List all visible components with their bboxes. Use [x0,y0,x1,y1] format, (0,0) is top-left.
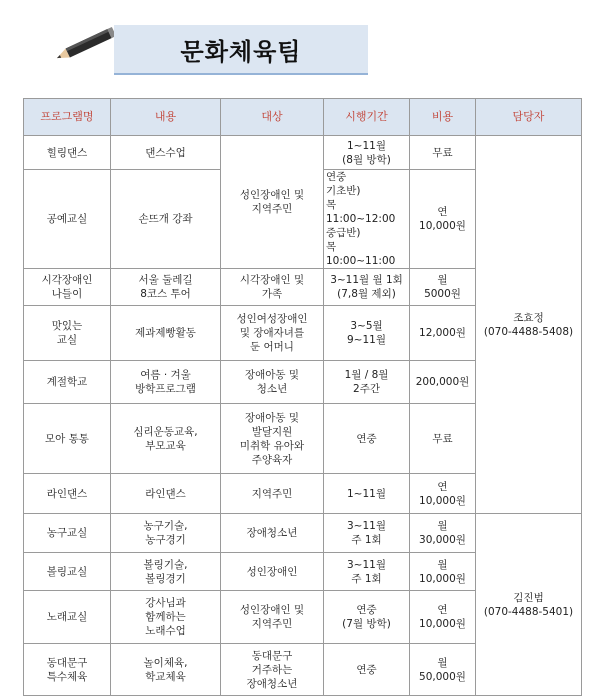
manager-cell: 김진범 (070-4488-5401) [476,514,582,696]
target-cell: 성인장애인 [221,553,324,591]
header-content: 내용 [111,99,221,136]
header-period: 시행기간 [324,99,410,136]
cost-cell: 연 10,000원 [410,591,476,644]
content-cell: 여름 · 겨울 방학프로그램 [111,361,221,404]
period-cell: 3~11월 주 1회 [324,553,410,591]
period-cell: 3~11월 월 1회 (7,8월 제외) [324,269,410,306]
content-cell: 농구기술, 농구경기 [111,514,221,553]
target-cell: 장애청소년 [221,514,324,553]
program-cell: 시각장애인 나들이 [24,269,111,306]
period-cell: 1~11월 [324,474,410,514]
period-cell: 1~11월 (8월 방학) [324,136,410,170]
target-cell: 지역주민 [221,474,324,514]
target-cell: 시각장애인 및 가족 [221,269,324,306]
program-cell: 계절학교 [24,361,111,404]
header-target: 대상 [221,99,324,136]
content-cell: 볼링기술, 볼링경기 [111,553,221,591]
program-cell: 라인댄스 [24,474,111,514]
program-cell: 볼링교실 [24,553,111,591]
program-cell: 노래교실 [24,591,111,644]
period-cell: 3~5월 9~11월 [324,306,410,361]
header-program: 프로그램명 [24,99,111,136]
target-cell: 장애아동 및 청소년 [221,361,324,404]
content-cell: 제과제빵활동 [111,306,221,361]
cost-cell: 200,000원 [410,361,476,404]
table-header-row [24,99,582,136]
period-cell: 연중 [324,644,410,696]
content-cell: 심리운동교육, 부모교육 [111,404,221,474]
header-manager: 담당자 [476,99,582,136]
page-title: 문화체육팀 [180,37,302,66]
header-cost: 비용 [410,99,476,136]
cost-cell: 월 5000원 [410,269,476,306]
cost-cell: 연 10,000원 [410,170,476,269]
cost-cell: 월 30,000원 [410,514,476,553]
content-cell: 서울 둘레길 8코스 투어 [111,269,221,306]
cost-cell: 무료 [410,136,476,170]
program-cell: 모아 통통 [24,404,111,474]
program-cell: 맛있는 교실 [24,306,111,361]
period-cell: 연중 (7월 방학) [324,591,410,644]
table-row [24,136,582,170]
program-cell: 힐링댄스 [24,136,111,170]
cost-cell: 무료 [410,404,476,474]
cost-cell: 월 10,000원 [410,553,476,591]
program-cell: 공예교실 [24,170,111,269]
content-cell: 손뜨개 강좌 [111,170,221,269]
period-cell: 연중 기초반) 목 11:00~12:00 중급반) 목 10:00~11:00 [324,170,410,269]
program-cell: 동대문구 특수체육 [24,644,111,696]
content-cell: 라인댄스 [111,474,221,514]
manager-cell: 조효정 (070-4488-5408) [476,136,582,514]
cost-cell: 월 50,000원 [410,644,476,696]
content-cell: 놀이체육, 학교체육 [111,644,221,696]
target-cell: 성인장애인 및 지역주민 [221,136,324,269]
content-cell: 강사님과 함께하는 노래수업 [111,591,221,644]
pencil-icon [50,20,120,70]
target-cell: 장애아동 및 발달지원 미취학 유아와 주양육자 [221,404,324,474]
target-cell: 동대문구 거주하는 장애청소년 [221,644,324,696]
program-table [23,98,582,696]
period-cell: 연중 [324,404,410,474]
title-banner [114,25,368,75]
period-cell: 3~11월 주 1회 [324,514,410,553]
cost-cell: 연 10,000원 [410,474,476,514]
period-cell: 1월 / 8월 2주간 [324,361,410,404]
target-cell: 성인여성장애인 및 장애자녀를 둔 어머니 [221,306,324,361]
content-cell: 댄스수업 [111,136,221,170]
table-row [24,514,582,553]
target-cell: 성인장애인 및 지역주민 [221,591,324,644]
program-cell: 농구교실 [24,514,111,553]
cost-cell: 12,000원 [410,306,476,361]
